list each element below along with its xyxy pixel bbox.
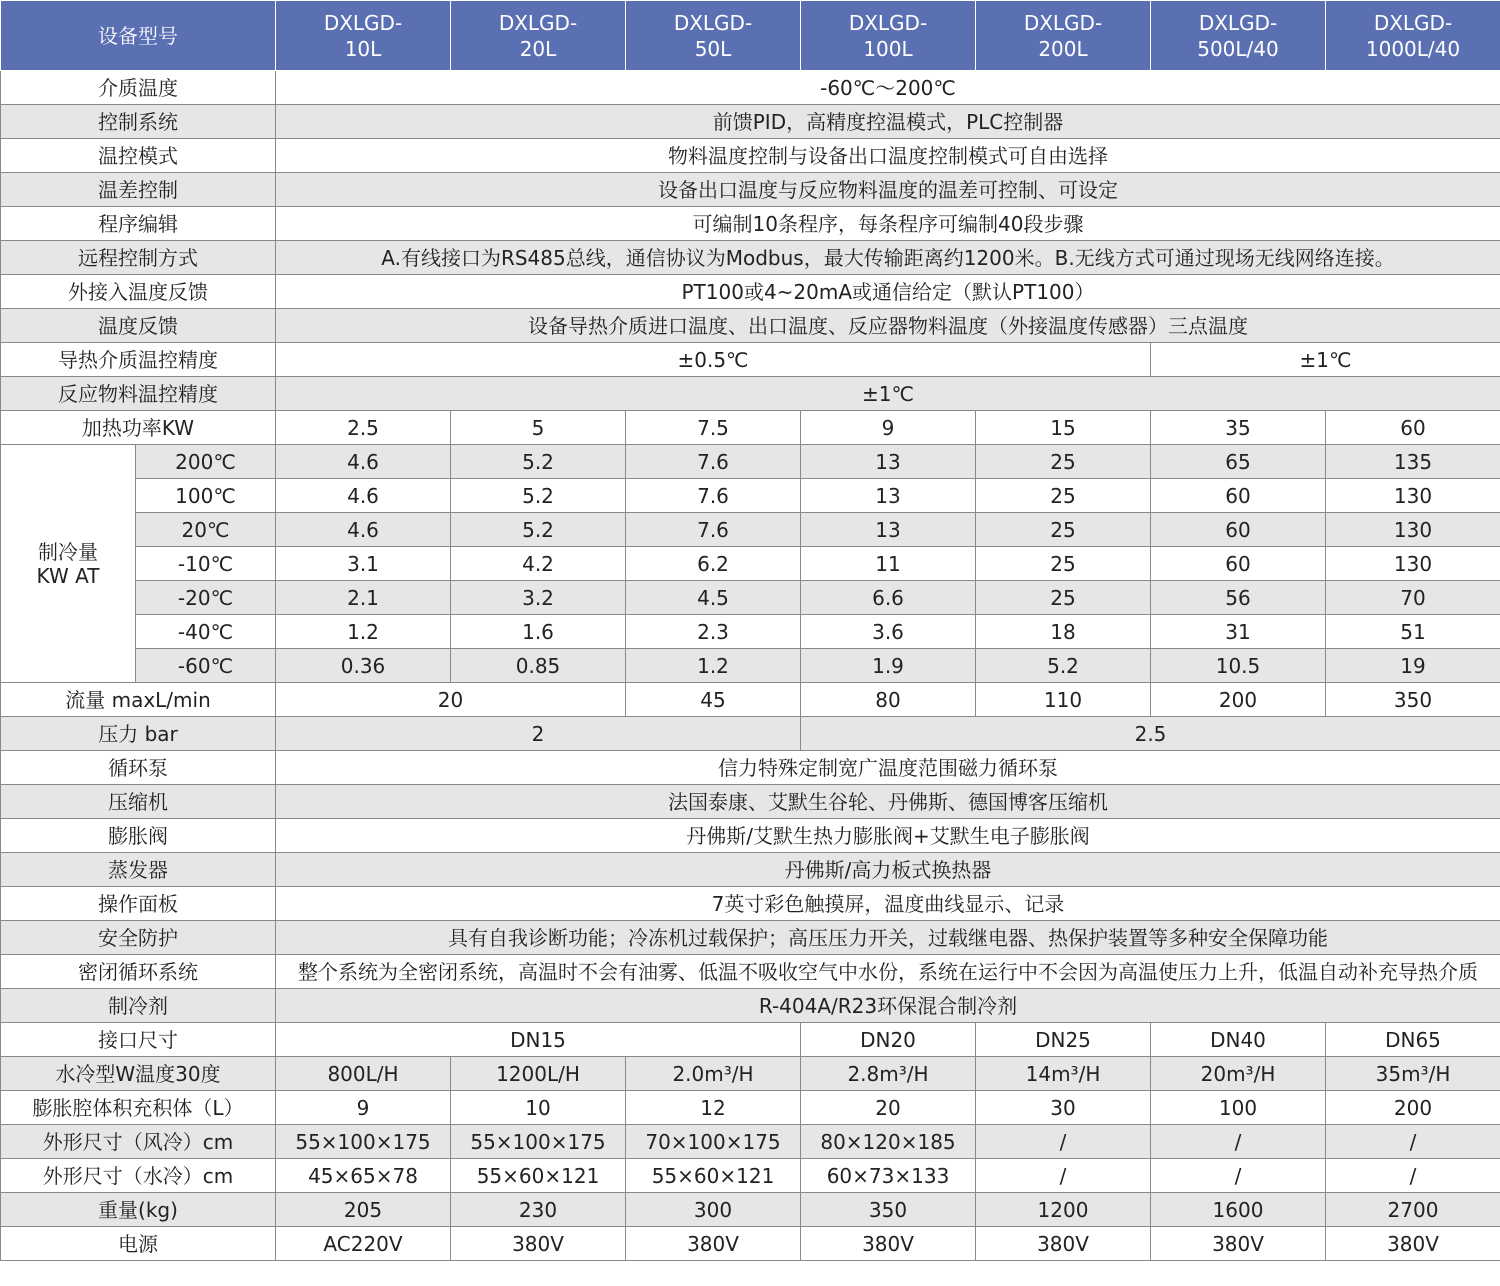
cooling-temp: 200℃ xyxy=(136,445,276,479)
row-label: 操作面板 xyxy=(1,887,276,921)
row-label: 程序编辑 xyxy=(1,207,276,241)
header-model xyxy=(801,1,976,71)
cell: 60×73×133 xyxy=(801,1159,976,1193)
cell: DN25 xyxy=(976,1023,1151,1057)
cell: / xyxy=(1151,1159,1326,1193)
cooling-label-line1: 制冷量 xyxy=(38,539,98,564)
row-label: 温差控制 xyxy=(1,173,276,207)
cell: 45×65×78 xyxy=(276,1159,451,1193)
row-value: ±0.5℃ xyxy=(276,343,1151,377)
table-row xyxy=(1,411,1500,445)
table-row xyxy=(1,955,1500,989)
row-value: 丹佛斯/艾默生热力膨胀阀+艾默生电子膨胀阀 xyxy=(276,819,1500,853)
row-label: 介质温度 xyxy=(1,71,276,105)
cell: 65 xyxy=(1151,445,1326,479)
table-row xyxy=(1,819,1500,853)
model-suffix: 10L xyxy=(344,36,382,61)
cell: / xyxy=(1151,1125,1326,1159)
cell: 15 xyxy=(976,411,1151,445)
row-label: 安全防护 xyxy=(1,921,276,955)
row-value: 法国泰康、艾默生谷轮、丹佛斯、德国博客压缩机 xyxy=(276,785,1500,819)
cell: / xyxy=(1326,1125,1500,1159)
cell: 4.6 xyxy=(276,445,451,479)
row-label: 接口尺寸 xyxy=(1,1023,276,1057)
row-label: 流量 maxL/min xyxy=(1,683,276,717)
cell: 230 xyxy=(451,1193,626,1227)
header-model xyxy=(451,1,626,71)
cell: 55×60×121 xyxy=(451,1159,626,1193)
row-label: 外接入温度反馈 xyxy=(1,275,276,309)
row-value: ±1℃ xyxy=(276,377,1500,411)
cell: 380V xyxy=(801,1227,976,1261)
table-row xyxy=(1,751,1500,785)
cell: 5.2 xyxy=(976,649,1151,683)
cell: 1600 xyxy=(1151,1193,1326,1227)
cell: 205 xyxy=(276,1193,451,1227)
table-row xyxy=(1,989,1500,1023)
table-row xyxy=(1,1023,1500,1057)
table-row xyxy=(1,921,1500,955)
table-row xyxy=(1,377,1500,411)
cell: 380V xyxy=(1326,1227,1500,1261)
cell: 2.3 xyxy=(626,615,801,649)
cell: 300 xyxy=(626,1193,801,1227)
table-row xyxy=(1,615,1500,649)
cell: 2.1 xyxy=(276,581,451,615)
cell: 13 xyxy=(801,445,976,479)
table-row xyxy=(1,445,1500,479)
table-row xyxy=(1,173,1500,207)
cell: 60 xyxy=(1326,411,1500,445)
row-value: 前馈PID，高精度控温模式，PLC控制器 xyxy=(276,105,1500,139)
cell: 6.6 xyxy=(801,581,976,615)
cell: 135 xyxy=(1326,445,1500,479)
row-label: 反应物料温控精度 xyxy=(1,377,276,411)
row-value: A.有线接口为RS485总线，通信协议为Modbus，最大传输距离约1200米。B.无线方式可通过现场无线网络连接。 xyxy=(276,241,1500,275)
cell: 3.1 xyxy=(276,547,451,581)
table-row xyxy=(1,1125,1500,1159)
table-row xyxy=(1,309,1500,343)
cell: 4.6 xyxy=(276,479,451,513)
table-row xyxy=(1,649,1500,683)
model-suffix: 20L xyxy=(519,36,557,61)
table-row xyxy=(1,1159,1500,1193)
cell: 31 xyxy=(1151,615,1326,649)
model-suffix: 200L xyxy=(1038,36,1088,61)
cell: 70×100×175 xyxy=(626,1125,801,1159)
cell: 5 xyxy=(451,411,626,445)
cell: 13 xyxy=(801,479,976,513)
cell: 7.5 xyxy=(626,411,801,445)
header-row xyxy=(1,1,1500,71)
row-label: 水冷型W温度30度 xyxy=(1,1057,276,1091)
cell: 12 xyxy=(626,1091,801,1125)
cell: 9 xyxy=(276,1091,451,1125)
cell: 30 xyxy=(976,1091,1151,1125)
cell: DN65 xyxy=(1326,1023,1500,1057)
table-row xyxy=(1,275,1500,309)
cell: 4.6 xyxy=(276,513,451,547)
model-suffix: 50L xyxy=(694,36,732,61)
row-label: 制冷剂 xyxy=(1,989,276,1023)
cell: 45 xyxy=(626,683,801,717)
row-label: 加热功率KW xyxy=(1,411,276,445)
row-value: 7英寸彩色触摸屏，温度曲线显示、记录 xyxy=(276,887,1500,921)
cell: 25 xyxy=(976,547,1151,581)
row-label: 外形尺寸（水冷）cm xyxy=(1,1159,276,1193)
table-row xyxy=(1,343,1500,377)
row-value: ±1℃ xyxy=(1151,343,1500,377)
cell: 4.2 xyxy=(451,547,626,581)
cell: 0.85 xyxy=(451,649,626,683)
model-prefix: DXLGD- xyxy=(848,10,928,35)
row-label: 远程控制方式 xyxy=(1,241,276,275)
cell: 35 xyxy=(1151,411,1326,445)
table-row xyxy=(1,513,1500,547)
cell: 380V xyxy=(451,1227,626,1261)
cell: 380V xyxy=(1151,1227,1326,1261)
cell: 3.2 xyxy=(451,581,626,615)
cell: 380V xyxy=(626,1227,801,1261)
cell: 20 xyxy=(276,683,626,717)
cell: 60 xyxy=(1151,479,1326,513)
cell: 1.2 xyxy=(626,649,801,683)
row-value: 具有自我诊断功能；冷冻机过载保护；高压压力开关，过载继电器、热保护装置等多种安全保障功能 xyxy=(276,921,1500,955)
cell: 80 xyxy=(801,683,976,717)
cooling-temp: -60℃ xyxy=(136,649,276,683)
cell: 130 xyxy=(1326,479,1500,513)
row-label: 外形尺寸（风冷）cm xyxy=(1,1125,276,1159)
cell: 130 xyxy=(1326,547,1500,581)
cell: 1.9 xyxy=(801,649,976,683)
cell: 25 xyxy=(976,581,1151,615)
cell: 0.36 xyxy=(276,649,451,683)
row-label: 膨胀阀 xyxy=(1,819,276,853)
cell: 10.5 xyxy=(1151,649,1326,683)
row-label: 密闭循环系统 xyxy=(1,955,276,989)
cell: 2.8m³/H xyxy=(801,1057,976,1091)
table-row xyxy=(1,207,1500,241)
cell: 200 xyxy=(1151,683,1326,717)
row-value: -60℃～200℃ xyxy=(276,71,1500,105)
cooling-temp: 100℃ xyxy=(136,479,276,513)
cell: 9 xyxy=(801,411,976,445)
cooling-temp: 20℃ xyxy=(136,513,276,547)
cell: 2700 xyxy=(1326,1193,1500,1227)
cell: 1.2 xyxy=(276,615,451,649)
cell: / xyxy=(976,1125,1151,1159)
row-value: 整个系统为全密闭系统，高温时不会有油雾、低温不吸收空气中水份，系统在运行中不会因为高温使压力上升，低温自动补充导热介质 xyxy=(276,955,1500,989)
cell: 1200 xyxy=(976,1193,1151,1227)
cell: DN20 xyxy=(801,1023,976,1057)
table-row xyxy=(1,717,1500,751)
cell: 18 xyxy=(976,615,1151,649)
row-label: 温度反馈 xyxy=(1,309,276,343)
table-row xyxy=(1,71,1500,105)
cooling-label-line2: KW AT xyxy=(36,563,100,588)
cell: 11 xyxy=(801,547,976,581)
model-suffix: 100L xyxy=(863,36,913,61)
header-model xyxy=(1326,1,1500,71)
row-label: 压力 bar xyxy=(1,717,276,751)
table-row xyxy=(1,241,1500,275)
table-row xyxy=(1,547,1500,581)
table-row xyxy=(1,853,1500,887)
cell: 100 xyxy=(1151,1091,1326,1125)
cell: 350 xyxy=(801,1193,976,1227)
cell: 70 xyxy=(1326,581,1500,615)
model-prefix: DXLGD- xyxy=(323,10,403,35)
cell: 7.6 xyxy=(626,445,801,479)
model-suffix: 1000L/40 xyxy=(1365,36,1461,61)
cell: 2.5 xyxy=(276,411,451,445)
model-prefix: DXLGD- xyxy=(673,10,753,35)
table-row xyxy=(1,479,1500,513)
row-value: 设备导热介质进口温度、出口温度、反应器物料温度（外接温度传感器）三点温度 xyxy=(276,309,1500,343)
table-row xyxy=(1,105,1500,139)
cell: 25 xyxy=(976,513,1151,547)
cell: 110 xyxy=(976,683,1151,717)
cell: 130 xyxy=(1326,513,1500,547)
row-label: 导热介质温控精度 xyxy=(1,343,276,377)
cell: 2.0m³/H xyxy=(626,1057,801,1091)
row-value: 设备出口温度与反应物料温度的温差可控制、可设定 xyxy=(276,173,1500,207)
cell: 25 xyxy=(976,445,1151,479)
row-value: 信力特殊定制宽广温度范围磁力循环泵 xyxy=(276,751,1500,785)
cell: 5.2 xyxy=(451,479,626,513)
cell: 7.6 xyxy=(626,513,801,547)
cell: 56 xyxy=(1151,581,1326,615)
cell: 380V xyxy=(976,1227,1151,1261)
row-label: 循环泵 xyxy=(1,751,276,785)
cell: 80×120×185 xyxy=(801,1125,976,1159)
table-row xyxy=(1,785,1500,819)
cell: 3.6 xyxy=(801,615,976,649)
row-label: 膨胀腔体积充积体（L） xyxy=(1,1091,276,1125)
cell: 55×60×121 xyxy=(626,1159,801,1193)
table-row xyxy=(1,581,1500,615)
cell: 1200L/H xyxy=(451,1057,626,1091)
row-label: 重量(kg) xyxy=(1,1193,276,1227)
cooling-temp: -10℃ xyxy=(136,547,276,581)
cell: 14m³/H xyxy=(976,1057,1151,1091)
cell: 60 xyxy=(1151,547,1326,581)
cell: AC220V xyxy=(276,1227,451,1261)
cell: 350 xyxy=(1326,683,1500,717)
table-row xyxy=(1,683,1500,717)
model-prefix: DXLGD- xyxy=(498,10,578,35)
row-label: 控制系统 xyxy=(1,105,276,139)
header-model-label: 设备型号 xyxy=(1,1,276,71)
cell: / xyxy=(976,1159,1151,1193)
cell: 55×100×175 xyxy=(276,1125,451,1159)
cooling-temp: -40℃ xyxy=(136,615,276,649)
cell: 5.2 xyxy=(451,445,626,479)
header-model xyxy=(1151,1,1326,71)
cell: 6.2 xyxy=(626,547,801,581)
cell: 20m³/H xyxy=(1151,1057,1326,1091)
cell: 20 xyxy=(801,1091,976,1125)
cell: 7.6 xyxy=(626,479,801,513)
row-label: 温控模式 xyxy=(1,139,276,173)
cell: 51 xyxy=(1326,615,1500,649)
cell: DN15 xyxy=(276,1023,801,1057)
table-row xyxy=(1,1227,1500,1261)
header-model xyxy=(976,1,1151,71)
cell: 800L/H xyxy=(276,1057,451,1091)
header-model xyxy=(276,1,451,71)
cell: 55×100×175 xyxy=(451,1125,626,1159)
row-value: 2.5 xyxy=(801,717,1500,751)
table-row xyxy=(1,1193,1500,1227)
row-value: PT100或4~20mA或通信给定（默认PT100） xyxy=(276,275,1500,309)
row-label: 压缩机 xyxy=(1,785,276,819)
header-model xyxy=(626,1,801,71)
cell: 4.5 xyxy=(626,581,801,615)
row-value: R-404A/R23环保混合制冷剂 xyxy=(276,989,1500,1023)
row-label: 电源 xyxy=(1,1227,276,1261)
cell: 60 xyxy=(1151,513,1326,547)
row-value: 2 xyxy=(276,717,801,751)
cell: 10 xyxy=(451,1091,626,1125)
table-row xyxy=(1,887,1500,921)
cell: DN40 xyxy=(1151,1023,1326,1057)
table-row xyxy=(1,1057,1500,1091)
model-prefix: DXLGD- xyxy=(1373,10,1453,35)
cell: 1.6 xyxy=(451,615,626,649)
row-value: 物料温度控制与设备出口温度控制模式可自由选择 xyxy=(276,139,1500,173)
model-prefix: DXLGD- xyxy=(1198,10,1278,35)
cell: 13 xyxy=(801,513,976,547)
table-row xyxy=(1,139,1500,173)
model-prefix: DXLGD- xyxy=(1023,10,1103,35)
row-value: 丹佛斯/高力板式换热器 xyxy=(276,853,1500,887)
cell: 19 xyxy=(1326,649,1500,683)
cell: 200 xyxy=(1326,1091,1500,1125)
cooling-group-label xyxy=(1,445,136,683)
cooling-temp: -20℃ xyxy=(136,581,276,615)
cell: 35m³/H xyxy=(1326,1057,1500,1091)
table-row xyxy=(1,1091,1500,1125)
cell: 25 xyxy=(976,479,1151,513)
cell: 5.2 xyxy=(451,513,626,547)
row-label: 蒸发器 xyxy=(1,853,276,887)
cell: / xyxy=(1326,1159,1500,1193)
row-value: 可编制10条程序，每条程序可编制40段步骤 xyxy=(276,207,1500,241)
model-suffix: 500L/40 xyxy=(1197,36,1279,61)
